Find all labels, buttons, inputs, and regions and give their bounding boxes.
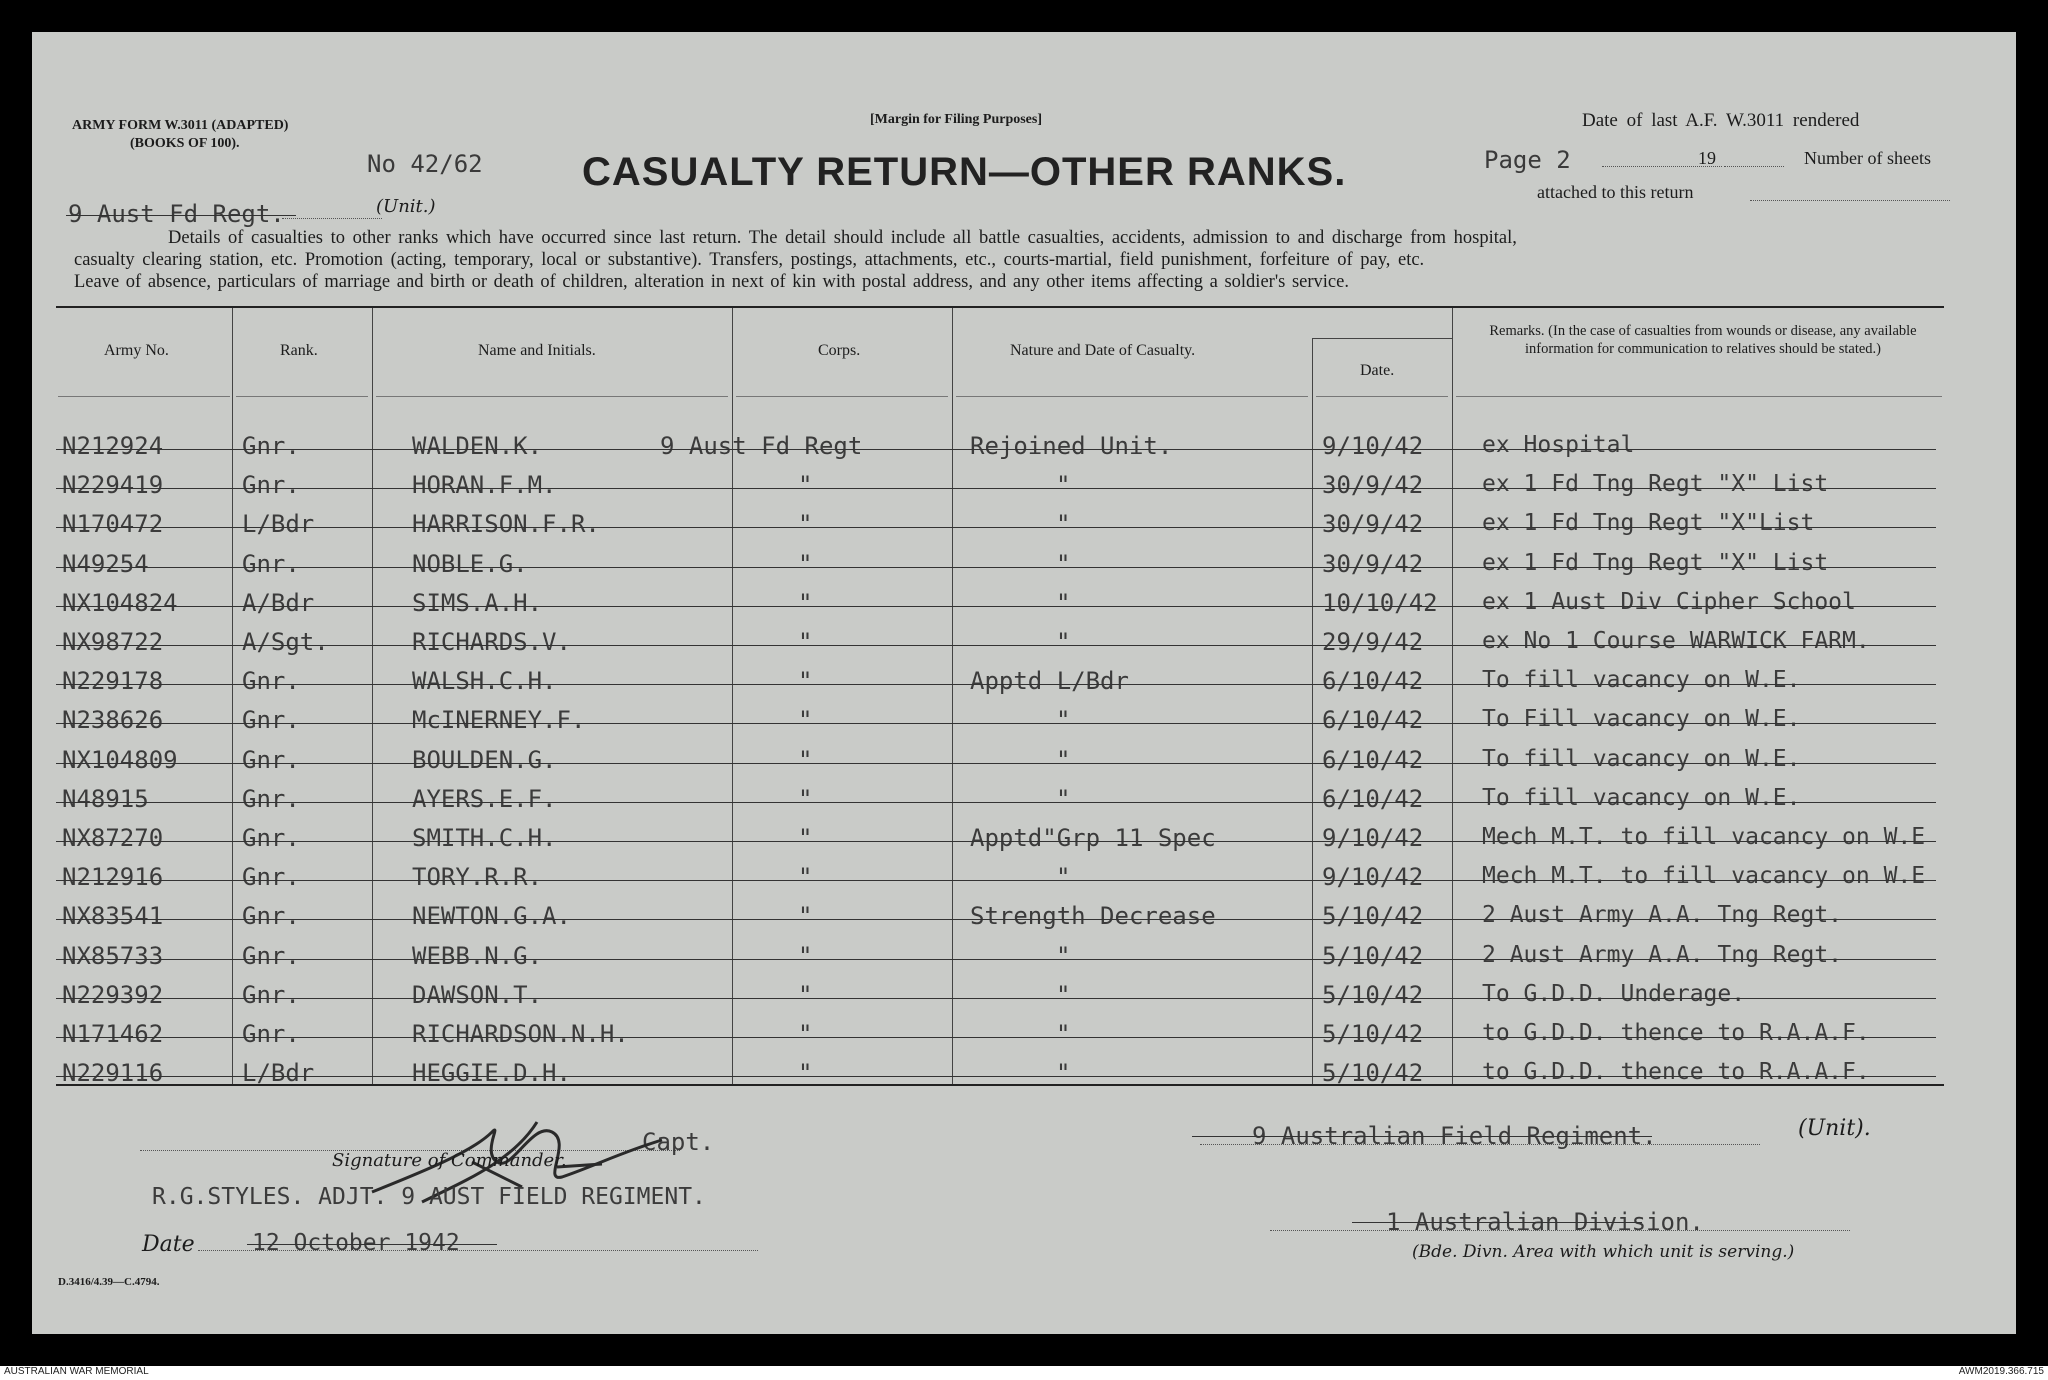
signer-name: R.G.STYLES. ADJT. 9 AUST FIELD REGIMENT. [152, 1184, 706, 1210]
row-nature: " [1056, 980, 1071, 1009]
unit-value: 9 Aust Fd Regt. [68, 200, 285, 228]
col-rank: Rank. [280, 342, 318, 359]
row-army-no: N229116 [62, 1059, 164, 1088]
row-name: WALSH.C.H. [412, 667, 557, 696]
row-name: NEWTON.G.A. [412, 902, 571, 931]
row-remarks: To fill vacancy on W.E. [1482, 784, 1801, 811]
row-nature: " [1056, 706, 1071, 735]
row-army-no: N171462 [62, 1020, 164, 1048]
row-remarks: To fill vacancy on W.E. [1482, 745, 1801, 772]
row-army-no: NX87270 [62, 824, 164, 852]
unit-full: 9 Australian Field Regiment. [1252, 1122, 1657, 1150]
date-value: 12 October 1942 [252, 1230, 460, 1256]
row-corps: " [798, 706, 813, 735]
row-strike-line [56, 802, 1936, 803]
page-title: CASUALTY RETURN—OTHER RANKS. [582, 150, 1347, 194]
row-strike-line [56, 567, 1936, 568]
row-date: 9/10/42 [1322, 432, 1424, 460]
details-line-1: Details of casualties to other ranks which have occurred since last return. The detail should include all battle casualties, accidents, admission to and discharge from hospital, [168, 228, 1517, 248]
serial-number: No 42/62 [367, 150, 483, 178]
row-nature: Apptd"Grp 11 Spec [970, 824, 1216, 852]
row-date: 30/9/42 [1322, 510, 1424, 539]
row-name: DAWSON.T. [412, 980, 543, 1009]
col-army-no: Army No. [104, 342, 169, 359]
row-nature: Rejoined Unit. [970, 432, 1173, 460]
row-remarks: ex 1 Fd Tng Regt "X" List [1482, 471, 1829, 498]
page-number: Page 2 [1484, 146, 1571, 174]
row-corps: " [798, 510, 813, 539]
row-corps: " [798, 863, 813, 892]
row-nature: " [1056, 784, 1071, 813]
row-army-no: N48915 [62, 784, 149, 813]
margin-note: [Margin for Filing Purposes] [870, 112, 1043, 127]
row-strike-line [56, 645, 1936, 646]
row-strike-line [56, 684, 1936, 685]
col-corps: Corps. [818, 342, 861, 359]
row-date: 30/9/42 [1322, 549, 1424, 578]
row-strike-line [56, 763, 1936, 764]
row-strike-line [56, 488, 1936, 489]
row-strike-line [56, 998, 1936, 999]
form-books: (BOOKS OF 100). [130, 136, 240, 151]
archive-strip [0, 1366, 2048, 1380]
row-rank: Gnr. [242, 824, 300, 852]
row-corps: " [798, 784, 813, 813]
row-army-no: NX104824 [62, 588, 178, 617]
row-date: 6/10/42 [1322, 745, 1424, 774]
signature-label: Signature of Commander. [332, 1150, 567, 1171]
row-army-no: NX83541 [62, 902, 164, 931]
row-date: 29/9/42 [1322, 628, 1424, 656]
row-remarks: Mech M.T. to fill vacancy on W.E [1482, 863, 1926, 890]
row-strike-line [56, 880, 1936, 881]
archive-left: AUSTRALIAN WAR MEMORIAL [4, 1366, 149, 1377]
row-army-no: N229392 [62, 980, 164, 1009]
table-top-rule [56, 306, 1944, 308]
row-date: 5/10/42 [1322, 1059, 1424, 1088]
row-nature: " [1056, 628, 1071, 656]
row-corps: " [798, 667, 813, 696]
row-rank: Gnr. [242, 1020, 300, 1048]
form-number: ARMY FORM W.3011 (ADAPTED) [72, 118, 289, 133]
row-strike-line [56, 1037, 1936, 1038]
unit-label: (Unit.) [376, 196, 436, 217]
row-rank: Gnr. [242, 745, 300, 774]
row-remarks: ex 1 Aust Div Cipher School [1482, 588, 1856, 615]
row-strike-line [56, 841, 1936, 842]
row-corps: " [798, 1020, 813, 1048]
row-date: 5/10/42 [1322, 1020, 1424, 1048]
row-date: 6/10/42 [1322, 706, 1424, 735]
row-name: McINERNEY.F. [412, 706, 586, 735]
row-rank: Gnr. [242, 667, 300, 696]
form-sheet [32, 32, 2016, 1334]
row-nature: " [1056, 863, 1071, 892]
row-corps: " [798, 980, 813, 1009]
row-remarks: ex No 1 Course WARWICK FARM. [1482, 628, 1870, 654]
row-army-no: N49254 [62, 549, 149, 578]
col-nature: Nature and Date of Casualty. [1010, 342, 1196, 359]
row-corps: " [798, 1059, 813, 1088]
row-date: 9/10/42 [1322, 824, 1424, 852]
row-name: TORY.R.R. [412, 863, 543, 892]
row-name: RICHARDSON.N.H. [412, 1020, 629, 1048]
row-army-no: N238626 [62, 706, 164, 735]
row-name: RICHARDS.V. [412, 628, 571, 656]
row-remarks: ex 1 Fd Tng Regt "X"List [1482, 510, 1815, 537]
row-nature: " [1056, 745, 1071, 774]
row-name: HORAN.F.M. [412, 471, 557, 500]
row-remarks: to G.D.D. thence to R.A.A.F. [1482, 1059, 1870, 1086]
row-name: NOBLE.G. [412, 549, 528, 578]
details-line-3: Leave of absence, particulars of marriage and birth or death of children, alteration in next of kin with postal address, and any other items affecting a soldier's service. [74, 272, 1349, 292]
row-army-no: N170472 [62, 510, 164, 539]
row-date: 6/10/42 [1322, 784, 1424, 813]
row-rank: Gnr. [242, 549, 300, 578]
row-army-no: N212924 [62, 432, 164, 460]
col-remarks: Remarks. (In the case of casualties from wounds or disease, any available information for communication to relatives should be stated.) [1489, 323, 1917, 357]
row-army-no: NX85733 [62, 941, 164, 970]
print-code: D.3416/4.39—C.4794. [58, 1276, 160, 1288]
row-nature: " [1056, 588, 1071, 617]
row-corps: " [798, 588, 813, 617]
row-strike-line [56, 606, 1936, 607]
row-rank: Gnr. [242, 471, 300, 500]
table-bottom-rule [56, 1084, 1944, 1086]
row-nature: " [1056, 510, 1071, 539]
row-rank: Gnr. [242, 706, 300, 735]
row-remarks: To Fill vacancy on W.E. [1482, 706, 1801, 733]
sheets-label: Number of sheets [1804, 148, 1931, 168]
row-corps: " [798, 941, 813, 970]
row-army-no: N229419 [62, 471, 164, 500]
date-label: Date [142, 1232, 195, 1257]
date-last-rendered-label: Date of last A.F. W.3011 rendered [1582, 110, 1860, 131]
row-date: 6/10/42 [1322, 667, 1424, 696]
row-strike-line [56, 527, 1936, 528]
archive-right: AWM2019.366.715 [1958, 1366, 2044, 1377]
row-rank: L/Bdr [242, 1059, 315, 1088]
row-army-no: N212916 [62, 863, 164, 892]
col-date: Date. [1360, 362, 1395, 379]
row-strike-line [56, 919, 1936, 920]
row-remarks: Mech M.T. to fill vacancy on W.E [1482, 824, 1926, 850]
row-rank: A/Sgt. [242, 628, 329, 656]
row-strike-line [56, 723, 1936, 724]
row-remarks: To G.D.D. Underage. [1482, 980, 1746, 1007]
row-strike-line [56, 959, 1936, 960]
row-corps: " [798, 549, 813, 578]
row-corps: 9 Aust Fd Regt [660, 432, 863, 460]
commander-rank: Capt. [642, 1128, 715, 1156]
division-value: 1 Australian Division. [1386, 1208, 1704, 1236]
row-remarks: to G.D.D. thence to R.A.A.F. [1482, 1020, 1870, 1046]
row-name: SMITH.C.H. [412, 824, 557, 852]
row-date: 5/10/42 [1322, 902, 1424, 931]
row-nature: " [1056, 1020, 1071, 1048]
row-corps: " [798, 628, 813, 656]
row-corps: " [798, 471, 813, 500]
row-rank: Gnr. [242, 902, 300, 931]
row-name: WEBB.N.G. [412, 941, 543, 970]
row-rank: A/Bdr [242, 588, 315, 617]
row-date: 10/10/42 [1322, 588, 1438, 617]
row-rank: Gnr. [242, 863, 300, 892]
row-date: 30/9/42 [1322, 471, 1424, 500]
row-corps: " [798, 824, 813, 852]
row-army-no: NX98722 [62, 628, 164, 656]
row-date: 5/10/42 [1322, 941, 1424, 970]
row-name: AYERS.E.F. [412, 784, 557, 813]
row-corps: " [798, 902, 813, 931]
year-prefix: 19 [1698, 148, 1716, 168]
row-strike-line [56, 449, 1936, 450]
row-remarks: 2 Aust Army A.A. Tng Regt. [1482, 902, 1843, 929]
row-name: SIMS.A.H. [412, 588, 543, 617]
row-rank: Gnr. [242, 980, 300, 1009]
row-nature: Apptd L/Bdr [970, 667, 1129, 696]
row-name: BOULDEN.G. [412, 745, 557, 774]
row-strike-line [56, 1076, 1936, 1077]
row-nature: " [1056, 941, 1071, 970]
row-remarks: ex 1 Fd Tng Regt "X" List [1482, 549, 1829, 576]
row-army-no: N229178 [62, 667, 164, 696]
attached-label: attached to this return [1537, 182, 1694, 202]
row-remarks: 2 Aust Army A.A. Tng Regt. [1482, 941, 1843, 968]
row-date: 5/10/42 [1322, 980, 1424, 1009]
details-line-2: casualty clearing station, etc. Promotion (acting, temporary, local or substantive). Transfers, postings, attachments, etc., courts-martial, field punishment, forfeiture of pay, etc. [74, 250, 1425, 270]
row-rank: Gnr. [242, 941, 300, 970]
col-name: Name and Initials. [478, 342, 596, 359]
row-nature: Strength Decrease [970, 902, 1216, 931]
division-label: (Bde. Divn. Area with which unit is serving.) [1412, 1242, 1795, 1262]
row-nature: " [1056, 549, 1071, 578]
row-remarks: To fill vacancy on W.E. [1482, 667, 1801, 694]
row-rank: L/Bdr [242, 510, 315, 539]
row-nature: " [1056, 1059, 1071, 1088]
row-date: 9/10/42 [1322, 863, 1424, 892]
row-remarks: ex Hospital [1482, 432, 1635, 458]
row-name: HARRISON.F.R. [412, 510, 600, 539]
row-rank: Gnr. [242, 432, 300, 460]
row-nature: " [1056, 471, 1071, 500]
row-army-no: NX104809 [62, 745, 178, 774]
row-corps: " [798, 745, 813, 774]
unit-footer-label: (Unit). [1798, 1116, 1871, 1141]
row-name: HEGGIE.D.H. [412, 1059, 571, 1088]
row-name: WALDEN.K. [412, 432, 543, 460]
row-rank: Gnr. [242, 784, 300, 813]
